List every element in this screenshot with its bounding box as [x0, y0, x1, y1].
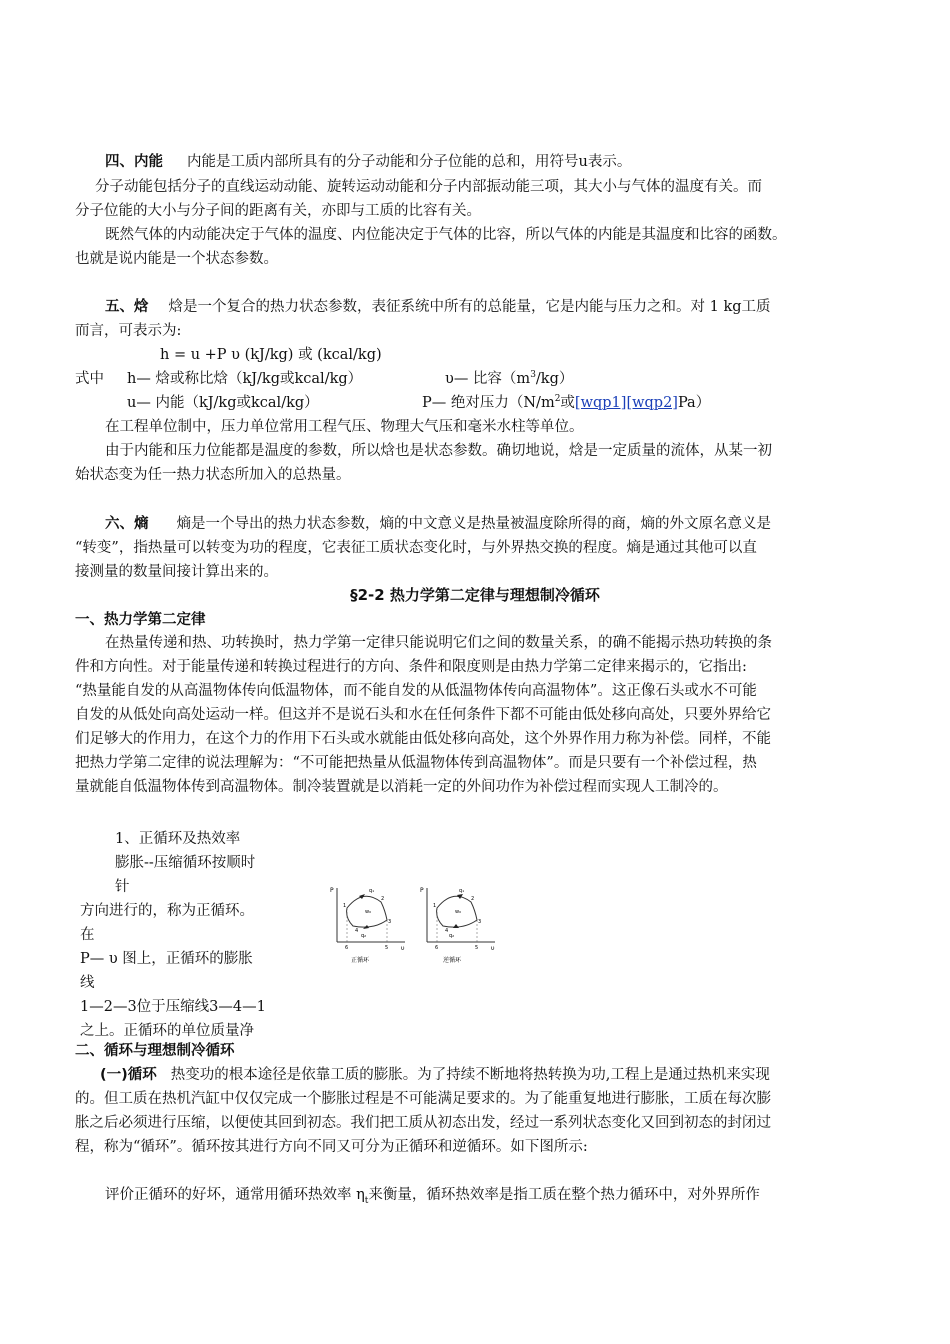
axis-label-p: P	[420, 887, 424, 894]
u-definition: u— 内能（kJ/kg或kcal/kg）	[127, 395, 319, 411]
text-line: 内能是工质内部所具有的分子动能和分子位能的总和，用符号u表示。	[187, 154, 632, 170]
text-line: 而言，可表示为:	[75, 323, 182, 339]
w0-label: w₀	[455, 909, 462, 915]
text-line: 接测量的数量间接计算出来的。	[75, 564, 278, 580]
enthalpy-formula: h = u +P υ (kJ/kg) 或 (kcal/kg)	[160, 347, 382, 363]
section-enthalpy	[105, 297, 771, 317]
where-label: 式中	[75, 371, 104, 387]
point-label: 4	[355, 928, 359, 934]
reverse-cycle-caption: 逆循环	[443, 957, 462, 964]
text-line: 热变功的根本途径是依靠工质的膨胀。为了持续不断地将热转换为功,工程上是通过热机来实现	[170, 1067, 770, 1083]
text-box-line: 膨胀--压缩循环按顺时	[115, 855, 256, 871]
text-line: 的。但工质在热机汽缸中仅仅完成一个膨胀过程是不可能满足要求的。为了能重复地进行膨胀，工质在每次膨	[75, 1091, 771, 1107]
point-label: 3	[388, 919, 392, 925]
text-line: 也就是说内能是一个状态参数。	[75, 251, 278, 267]
point-label: 5	[475, 945, 479, 951]
axis-label-p: P	[330, 887, 334, 894]
q2-label: q₂	[449, 933, 455, 939]
axis-label-v: υ	[401, 945, 405, 952]
superscript: 2	[554, 394, 561, 405]
v-def-end: /kg）	[535, 371, 574, 387]
heading-cycle: 二、循环与理想制冷循环	[75, 1043, 235, 1059]
text-box-line: P— υ 图上，正循环的膨胀	[80, 951, 253, 967]
heading-second-law: 一、热力学第二定律	[75, 612, 206, 628]
text-line: 由于内能和压力位能都是温度的参数，所以焓也是状态参数。确切地说，焓是一定质量的流体，从某一初	[105, 443, 772, 459]
h-definition: h— 焓或称比焓（kJ/kg或kcal/kg）	[127, 371, 363, 387]
p-def-end: Pa）	[677, 395, 711, 411]
section-title: §2-2 热力学第二定律与理想制冷循环	[350, 586, 600, 604]
text-line: 程，称为“循环”。循环按其进行方向不同又可分为正循环和逆循环。如下图所示:	[75, 1139, 588, 1155]
subscript: t	[364, 1195, 369, 1206]
text-line: “热量能自发的从高温物体传向低温物体，而不能自发的从低温物体传向高温物体”。这正像石头或水不可能	[75, 683, 757, 699]
text-line: 们足够大的作用力，在这个力的作用下石头或水就能由低处移向高处，这个外界作用力称为补偿。同样，不能	[75, 731, 771, 747]
v-definition	[445, 369, 573, 389]
p-def-text: P— 绝对压力（N/m	[422, 395, 555, 411]
text-line: 熵是一个导出的热力状态参数，熵的中文意义是热量被温度除所得的商，熵的外文原名意义是	[176, 516, 771, 532]
point-label: 3	[478, 919, 482, 925]
text-box-line: 方向进行的，称为正循环。	[80, 903, 254, 919]
text-line: 胀之后必须进行压缩，以便使其回到初态。我们把工质从初态出发，经过一系列状态变化又回到初态的封闭过	[75, 1115, 771, 1131]
text-box-line: 线	[80, 975, 95, 991]
w0-label: w₀	[365, 909, 372, 915]
q1-label: q₁	[459, 888, 465, 894]
section-entropy	[105, 514, 771, 534]
forward-cycle-caption: 正循环	[351, 957, 370, 964]
heading-internal-energy: 四、内能	[105, 154, 163, 170]
text-line: 把热力学第二定律的说法理解为：“不可能把热量从低温物体传到高温物体”。而是只要有一个补偿过程，热	[75, 755, 757, 771]
text-line: 既然气体的内动能决定于气体的温度、内位能决定于气体的比容，所以气体的内能是其温度和比容的函数。	[105, 227, 787, 243]
text-box-line: 在	[80, 927, 95, 943]
text-box-line: 之上。正循环的单位质量净	[80, 1023, 254, 1039]
heading-entropy: 六、熵	[105, 516, 149, 532]
text-line: 始状态变为任一热力状态所加入的总热量。	[75, 467, 351, 483]
text-box-line: 1、正循环及热效率	[115, 831, 241, 847]
heading-cycle-sub: (一)循环	[100, 1067, 157, 1083]
text-line: “转变”，指热量可以转变为功的程度，它表征工质状态变化时，与外界热交换的程度。熵是通过其他可以直	[75, 540, 757, 556]
p-definition	[422, 393, 710, 413]
text-line: 量就能自低温物体传到高温物体。制冷装置就是以消耗一定的外间功作为补偿过程而实现人工制冷的。	[75, 779, 728, 795]
efficiency-line	[105, 1185, 760, 1205]
text-line: 焓是一个复合的热力状态参数，表征系统中所有的总能量，它是内能与压力之和。对 1 kg工质	[168, 299, 771, 315]
text-line: 分子动能包括分子的直线运动动能、旋转运动动能和分子内部振动能三项，其大小与气体的温度有关。而	[95, 179, 762, 195]
point-label: 1	[343, 903, 347, 909]
q2-label: q₂	[361, 933, 367, 939]
cycle-figure	[325, 880, 505, 970]
text-box-line: 针	[115, 879, 130, 895]
text-line: 分子位能的大小与分子间的距离有关，亦即与工质的比容有关。	[75, 203, 481, 219]
point-label: 5	[385, 945, 389, 951]
point-label: 2	[471, 896, 475, 902]
text-line: 评价正循环的好坏，通常用循环热效率 η	[105, 1187, 365, 1203]
heading-enthalpy: 五、焓	[105, 299, 149, 315]
superscript: 3	[530, 370, 536, 381]
point-label: 6	[345, 945, 349, 951]
point-label: 1	[433, 903, 437, 909]
reverse-cycle-diagram	[420, 887, 495, 964]
text-line: 在工程单位制中，压力单位常用工程气压、物理大气压和毫米水柱等单位。	[105, 419, 584, 435]
p-def-or: 或	[560, 395, 575, 411]
point-label: 4	[445, 928, 449, 934]
comment-link-wqp2[interactable]: [wqp2]	[626, 395, 678, 411]
text-line: 自发的从低处向高处运动一样。但这并不是说石头和水在任何条件下都不可能由低处移向高处，只要外界给它	[75, 707, 771, 723]
text-line: 件和方向性。对于能量传递和转换过程进行的方向、条件和限度则是由热力学第二定律来揭示的，它指出:	[75, 659, 747, 675]
arrow-icon	[453, 924, 459, 928]
section-internal-energy	[105, 152, 631, 172]
text-line: 来衡量，循环热效率是指工质在整个热力循环中，对外界所作	[368, 1187, 760, 1203]
section-cycle-intro	[100, 1065, 770, 1085]
axis-label-v: υ	[491, 945, 495, 952]
forward-cycle-diagram	[330, 887, 405, 964]
point-label: 6	[435, 945, 439, 951]
q1-label: q₁	[369, 888, 375, 894]
text-box-line: 1—2—3位于压缩线3—4—1	[80, 999, 266, 1015]
comment-link-wqp1[interactable]: [wqp1]	[574, 395, 627, 411]
text-line: 在热量传递和热、功转换时，热力学第一定律只能说明它们之间的数量关系，的确不能揭示热功转换的条	[105, 635, 772, 651]
v-def-text: υ— 比容（m	[445, 371, 531, 387]
point-label: 2	[381, 896, 385, 902]
